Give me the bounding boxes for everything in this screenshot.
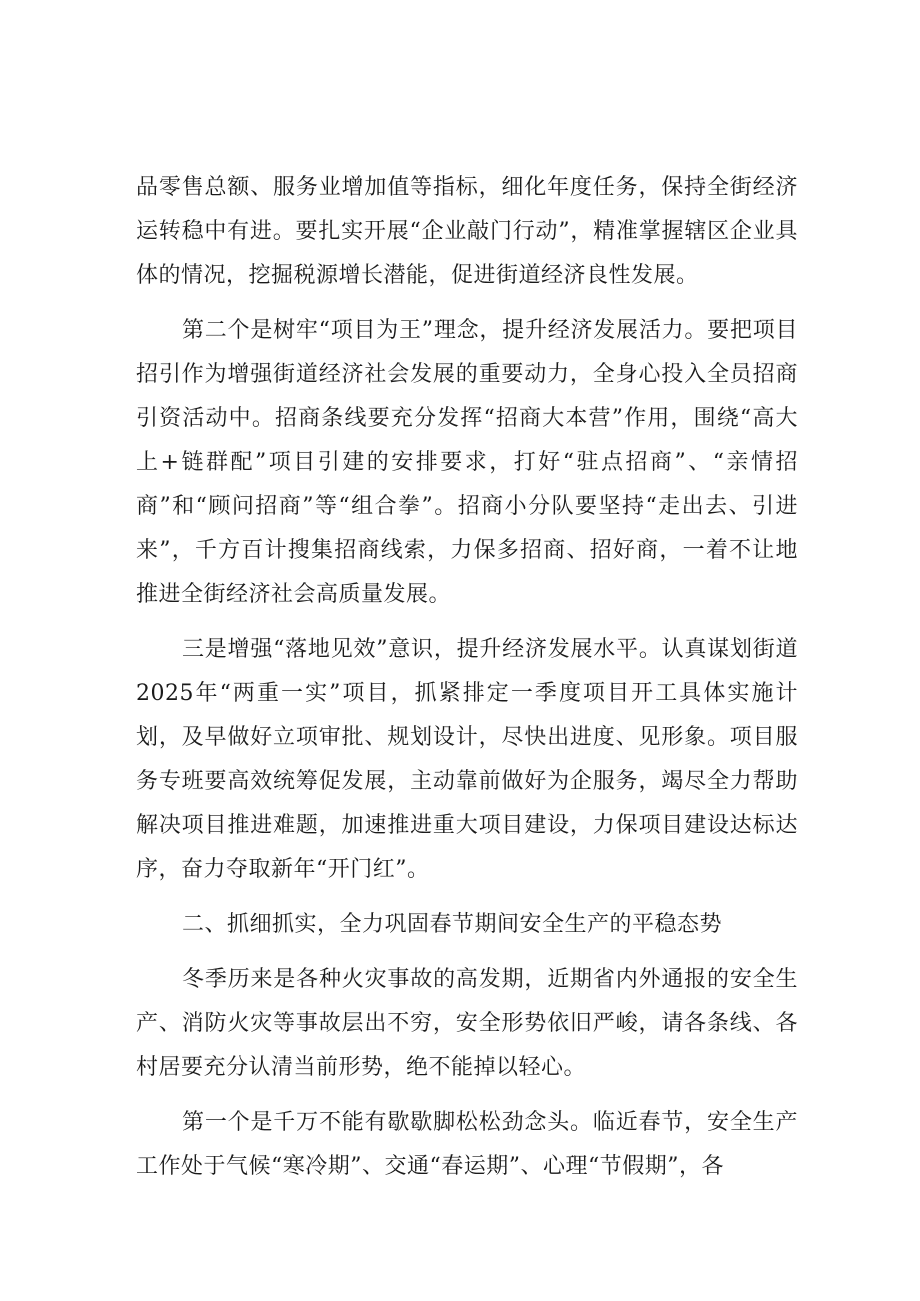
paragraph-landing-effect: 三是增强“落地见效”意识，提升经济发展水平。认真谋划街道2025年“两重一实”项目，抓紧排定一季度项目开工具体实施计划，及早做好立项审批、规划设计，尽快出进度、见形象。项目服务专班要高效统筹促发展，主动靠前做好为企服务，竭尽全力帮助解决项目推进难题，加速推进重大项目建设，力保项目建设达标达序，奋力夺取新年“开门红”。	[136, 637, 798, 882]
paragraph-economy-continued: 品零售总额、服务业增加值等指标，细化年度任务，保持全街经济运转稳中有进。要扎实开展“企业敲门行动”，精准掌握辖区企业具体的情况，挖掘税源增长潜能，促进街道经济良性发展。	[136, 175, 798, 288]
section-heading-safety: 二、抓细抓实，全力巩固春节期间安全生产的平稳态势	[182, 912, 723, 937]
paragraph-no-relaxing: 第一个是千万不能有歇歇脚松松劲念头。临近春节，安全生产工作处于气候“寒冷期”、交通“春运期”、心理“节假期”，各	[136, 1110, 798, 1179]
paragraph-project-king: 第二个是树牢“项目为王”理念，提升经济发展活力。要把项目招引作为增强街道经济社会发展的重要动力，全身心投入全员招商引资活动中。招商条线要充分发挥“招商大本营”作用，围绕“高大上+链群配”项目引建的安排要求，打好“驻点招商”、“亲情招商”和“顾问招商”等“组合拳”。招商小分队要坚持“走出去、引进来”，千方百计搜集招商线索，力保多招商、招好商，一着不让地推进全街经济社会高质量发展。	[136, 318, 798, 607]
document-body	[136, 166, 798, 1200]
paragraph-winter-fire: 冬季历来是各种火灾事故的高发期，近期省内外通报的安全生产、消防火灾等事故层出不穷，安全形势依旧严峻，请各条线、各村居要充分认清当前形势，绝不能掉以轻心。	[136, 967, 798, 1080]
